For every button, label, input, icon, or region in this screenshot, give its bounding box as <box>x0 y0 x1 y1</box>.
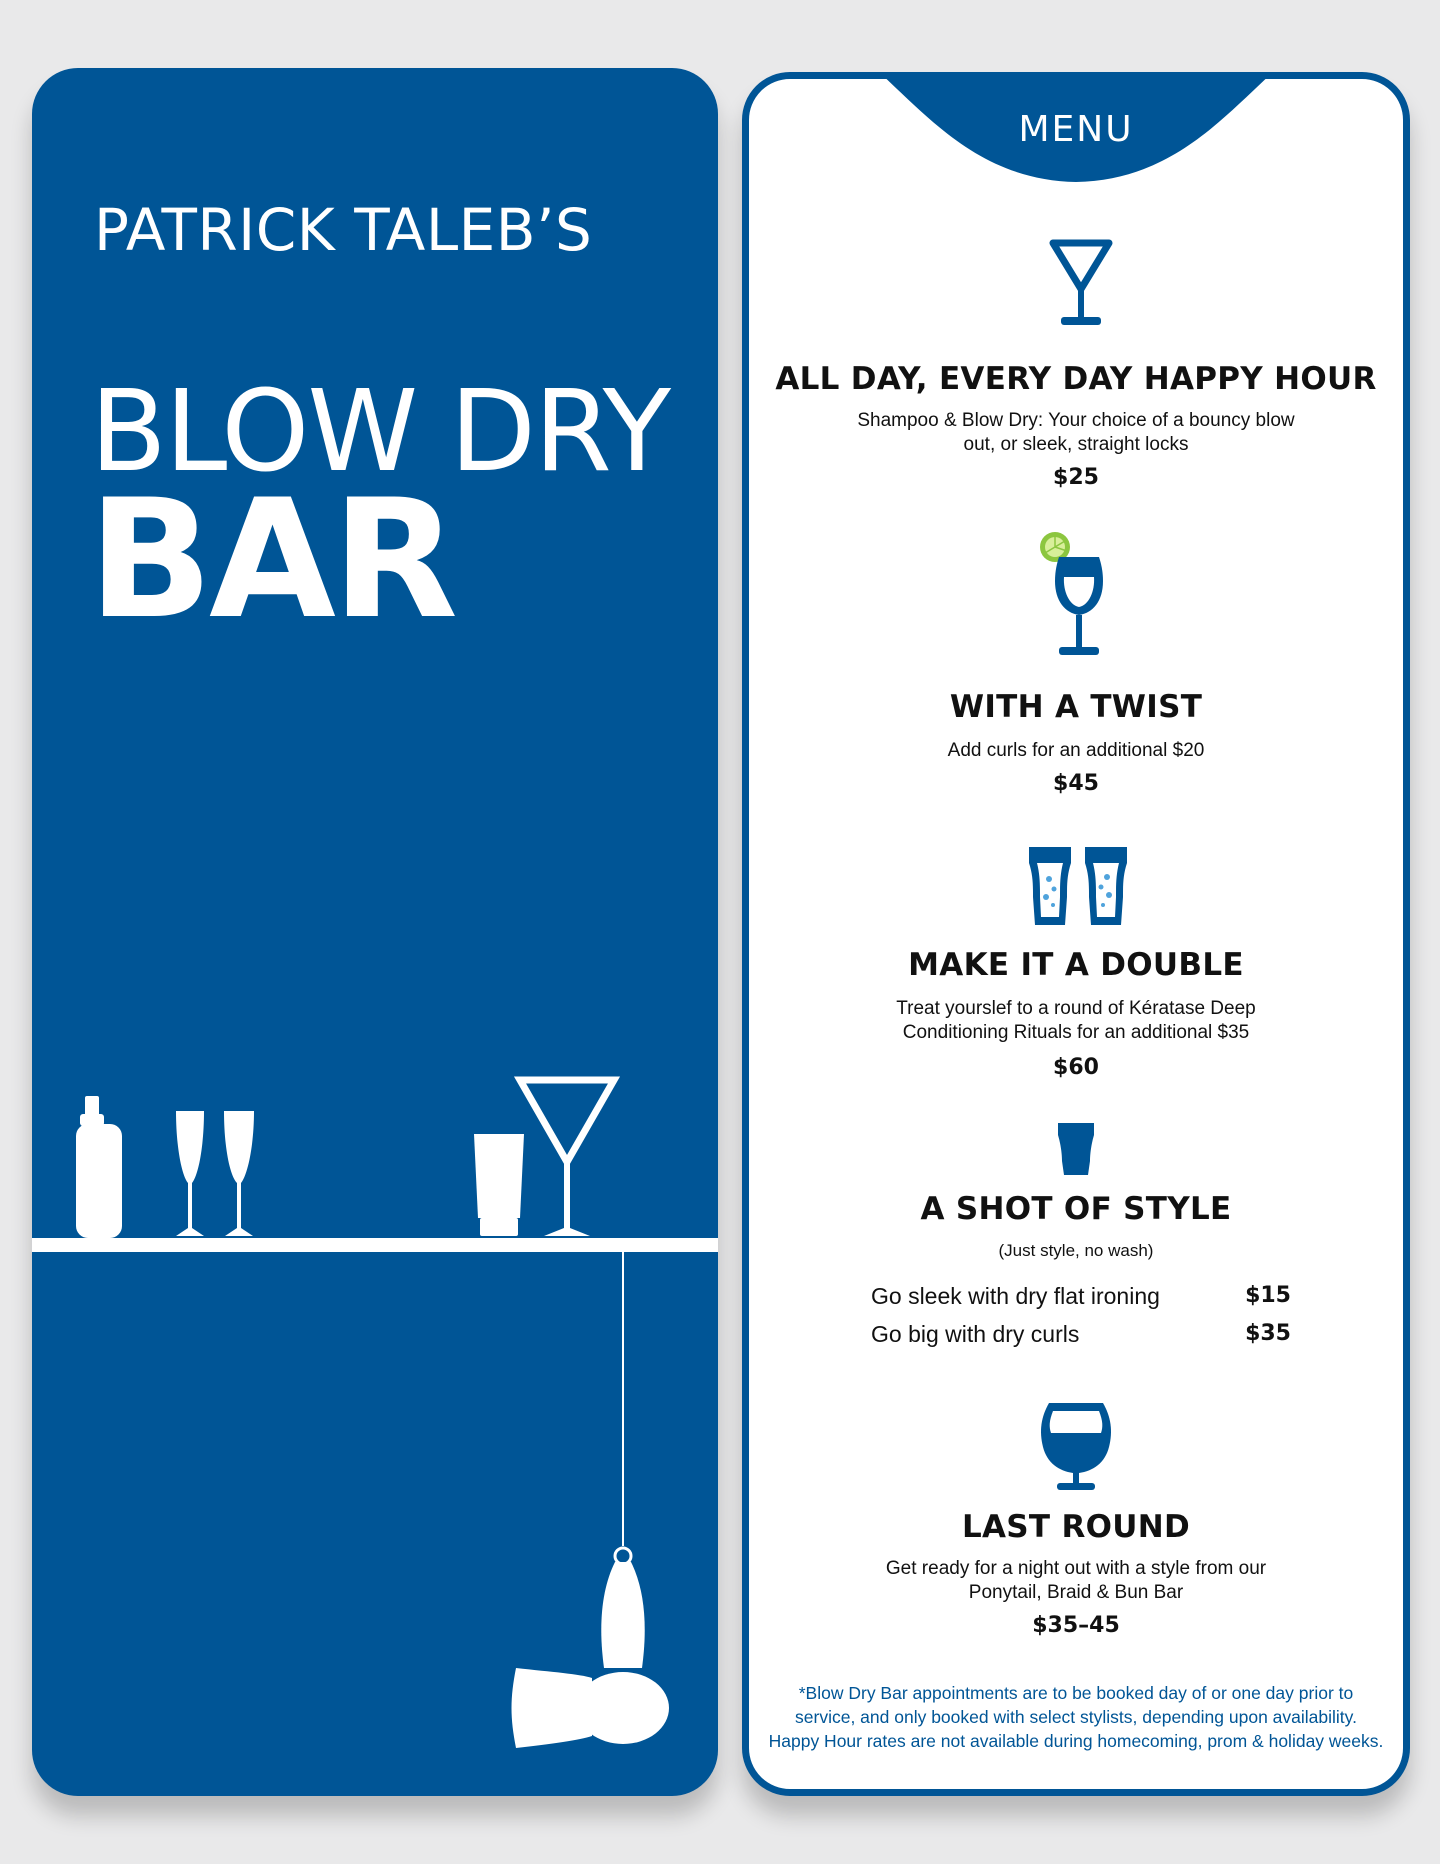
menu-heading: MENU <box>1018 109 1134 150</box>
shampoo-bottle-icon <box>76 1096 122 1238</box>
title-blow-dry: BLOW DRY <box>90 367 670 497</box>
shelf <box>32 1238 718 1252</box>
section-price-with-a-twist: $45 <box>1053 771 1099 796</box>
section-desc-a-shot-of-style <box>826 1239 1326 1263</box>
section-title-last-round: LAST ROUND <box>961 1509 1191 1545</box>
owner-name: PATRICK TALEB’S <box>94 196 593 264</box>
section-desc-happy-hour <box>826 409 1326 457</box>
section-title-with-a-twist: WITH A TWIST <box>949 689 1203 725</box>
footnote-line: service, and only booked with select stylists, depending upon availability. <box>795 1707 1357 1727</box>
option-price: $35 <box>1245 1321 1291 1346</box>
section-desc-last-round <box>826 1557 1326 1605</box>
style-option-row <box>871 1283 1291 1317</box>
option-label: Go big with dry curls <box>871 1321 1080 1347</box>
desc-line: (Just style, no wash) <box>998 1241 1154 1260</box>
shot-glass-icon <box>1056 1121 1096 1177</box>
snifter-glass-icon <box>1039 1401 1113 1493</box>
martini-stem <box>544 1162 590 1236</box>
section-title-make-it-a-double: MAKE IT A DOUBLE <box>908 947 1244 983</box>
booking-footnote <box>749 1681 1403 1753</box>
option-price: $15 <box>1245 1283 1291 1308</box>
section-title-a-shot-of-style: A SHOT OF STYLE <box>920 1191 1232 1227</box>
style-option-row <box>871 1321 1291 1355</box>
footnote-line: *Blow Dry Bar appointments are to be booked day of or one day prior to <box>798 1683 1354 1703</box>
desc-line: Conditioning Rituals for an additional $35 <box>902 1022 1250 1043</box>
section-price-last-round: $35–45 <box>1032 1613 1120 1638</box>
section-title-happy-hour: ALL DAY, EVERY DAY HAPPY HOUR <box>775 361 1377 397</box>
cover-panel <box>32 68 718 1796</box>
section-desc-with-a-twist <box>826 739 1326 763</box>
champagne-flutes-icon <box>176 1111 254 1236</box>
tulip-glass-with-lime-icon <box>1039 527 1119 663</box>
two-pint-glasses-icon <box>1027 845 1131 927</box>
desc-line: Treat yourslef to a round of Kératase Deep <box>896 998 1256 1019</box>
martini-glass-outline-icon <box>520 1080 614 1162</box>
section-price-happy-hour: $25 <box>1053 465 1099 490</box>
option-label: Go sleek with dry flat ironing <box>871 1283 1160 1309</box>
martini-glass-icon <box>1049 239 1113 329</box>
title-bar: BAR <box>88 464 455 655</box>
section-desc-make-it-a-double <box>826 997 1326 1045</box>
bar-shelf-illustration <box>32 68 718 1796</box>
section-price-make-it-a-double: $60 <box>1053 1055 1099 1080</box>
desc-line: Shampoo & Blow Dry: Your choice of a bouncy blow <box>857 410 1295 431</box>
desc-line: Add curls for an additional $20 <box>947 740 1205 761</box>
hair-dryer-icon <box>512 1548 670 1748</box>
cream-tube-icon <box>474 1134 524 1236</box>
footnote-line: Happy Hour rates are not available during homecoming, prom & holiday weeks. <box>768 1731 1384 1751</box>
desc-line: Get ready for a night out with a style from our <box>885 1558 1267 1579</box>
desc-line: Ponytail, Braid & Bun Bar <box>968 1582 1184 1603</box>
desc-line: out, or sleek, straight locks <box>963 434 1189 455</box>
menu-panel <box>742 72 1410 1796</box>
